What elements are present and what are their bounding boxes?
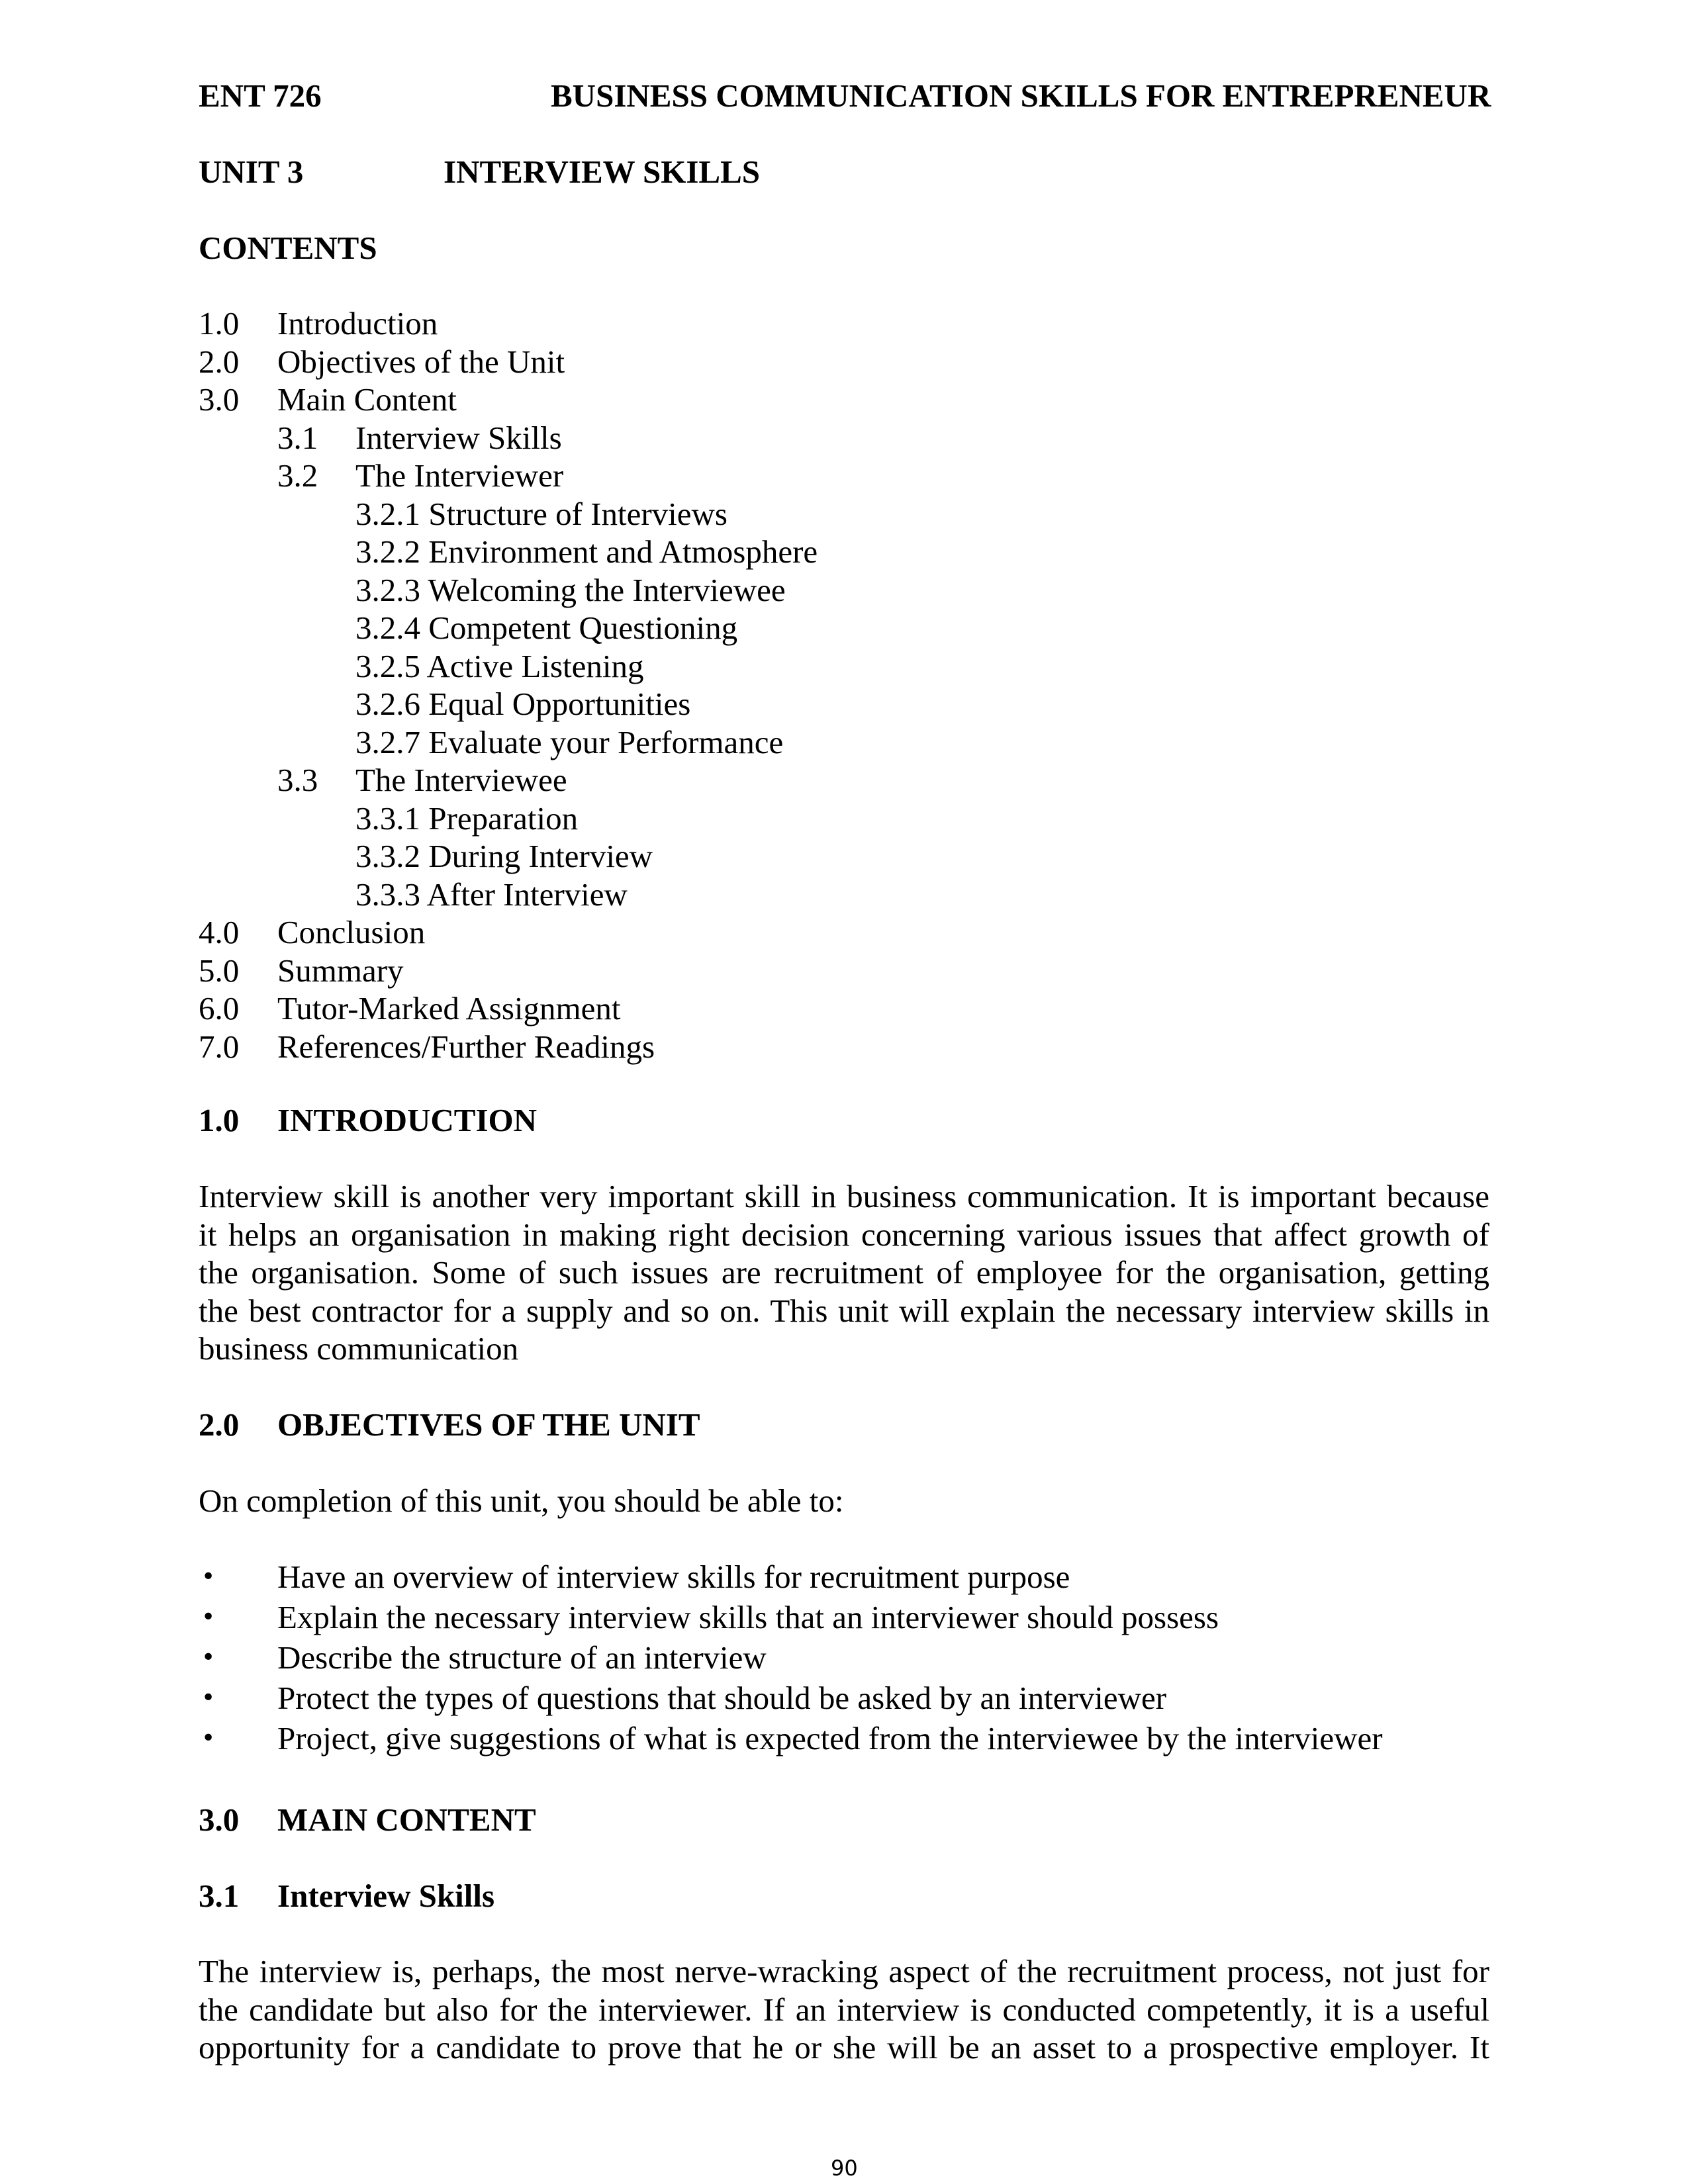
toc-item-number: 3.0 xyxy=(199,381,240,418)
section-title: INTRODUCTION xyxy=(277,1102,538,1138)
toc-item-label: Interview Skills xyxy=(355,419,562,456)
paragraph-line: the organisation. Some of such issues are recruitment of employee for the organisation, getting xyxy=(199,1254,1489,1291)
bullet-icon: • xyxy=(201,1644,216,1671)
toc-item-label: 3.2.4 Competent Questioning xyxy=(355,610,738,646)
toc-item-label: 3.2.7 Evaluate your Performance xyxy=(355,723,784,760)
toc-item xyxy=(199,1028,1489,1066)
toc-item xyxy=(199,571,1489,610)
interview-skills-paragraph xyxy=(199,1952,1489,2067)
paragraph-line: opportunity for a candidate to prove that he or she will be an asset to a prospective employer. It xyxy=(199,2029,1489,2066)
toc-item-label: 3.2.2 Environment and Atmosphere xyxy=(355,533,818,570)
toc-item-number: 6.0 xyxy=(199,990,240,1026)
toc-item-label: Summary xyxy=(277,952,404,989)
course-title: BUSINESS COMMUNICATION SKILLS FOR ENTREPRENEUR xyxy=(551,77,1491,114)
toc-item-label: 3.3.3 After Interview xyxy=(355,876,628,913)
subsection-number: 3.1 xyxy=(199,1878,240,1914)
page-number: 90 xyxy=(831,2156,858,2181)
toc-item-label: 3.2.6 Equal Opportunities xyxy=(355,686,691,722)
bullet-icon: • xyxy=(201,1684,216,1711)
list-item-text: Have an overview of interview skills for recruitment purpose xyxy=(277,1559,1070,1595)
toc-item xyxy=(199,304,1489,343)
toc-item xyxy=(199,381,1489,419)
toc-item-number: 3.3 xyxy=(277,762,318,798)
toc-item-label: Conclusion xyxy=(277,914,426,950)
toc-item-label: Introduction xyxy=(277,305,438,341)
section-number: 3.0 xyxy=(199,1801,240,1838)
table-of-contents xyxy=(199,304,1489,1066)
section-number: 2.0 xyxy=(199,1406,240,1443)
paragraph-line: Interview skill is another very important skill in business communication. It is important because xyxy=(199,1178,1489,1214)
toc-item-label: Objectives of the Unit xyxy=(277,343,565,380)
toc-item-label: The Interviewee xyxy=(355,762,567,798)
section-number: 1.0 xyxy=(199,1102,240,1138)
contents-heading: CONTENTS xyxy=(199,230,377,266)
paragraph-line: business communication xyxy=(199,1330,519,1367)
section-title: MAIN CONTENT xyxy=(277,1801,536,1838)
bullet-icon: • xyxy=(201,1563,216,1590)
objectives-lead: On completion of this unit, you should be able to: xyxy=(199,1482,844,1519)
toc-item-label: 3.2.5 Active Listening xyxy=(355,647,644,684)
bullet-icon: • xyxy=(201,1725,216,1752)
list-item-text: Describe the structure of an interview xyxy=(277,1639,767,1676)
toc-item xyxy=(199,799,1489,838)
introduction-paragraph xyxy=(199,1177,1489,1368)
subsection-title: Interview Skills xyxy=(277,1878,495,1914)
list-item xyxy=(199,1678,1489,1718)
toc-item xyxy=(199,495,1489,533)
list-item-text: Project, give suggestions of what is expected from the interviewee by the interviewer xyxy=(277,1720,1383,1756)
section-title: OBJECTIVES OF THE UNIT xyxy=(277,1406,700,1443)
paragraph-line: the best contractor for a supply and so on. This unit will explain the necessary interview skills in xyxy=(199,1292,1489,1329)
toc-item xyxy=(199,723,1489,762)
list-item xyxy=(199,1637,1489,1678)
toc-item-label: 3.3.2 During Interview xyxy=(355,838,653,874)
paragraph-line: it helps an organisation in making right decision concerning various issues that affect growth of xyxy=(199,1216,1489,1253)
toc-item-number: 3.2 xyxy=(277,457,318,494)
unit-title: INTERVIEW SKILLS xyxy=(444,154,761,190)
toc-item-label: Tutor-Marked Assignment xyxy=(277,990,621,1026)
unit-number: UNIT 3 xyxy=(199,154,304,190)
toc-item-number: 7.0 xyxy=(199,1028,240,1065)
list-item xyxy=(199,1557,1489,1597)
toc-item xyxy=(199,419,1489,457)
toc-item xyxy=(199,457,1489,495)
toc-item xyxy=(199,837,1489,876)
toc-item xyxy=(199,989,1489,1028)
toc-item-number: 5.0 xyxy=(199,952,240,989)
course-code: ENT 726 xyxy=(199,77,322,114)
toc-item-label: 3.3.1 Preparation xyxy=(355,799,579,837)
toc-item-number: 3.1 xyxy=(277,419,318,456)
list-item xyxy=(199,1718,1489,1758)
paragraph-line: The interview is, perhaps, the most nerve-wracking aspect of the recruitment process, not just for xyxy=(199,1953,1489,1989)
toc-item-label: The Interviewer xyxy=(355,457,564,494)
list-item xyxy=(199,1597,1489,1637)
toc-item xyxy=(199,647,1489,686)
toc-item-label: 3.2.3 Welcoming the Interviewee xyxy=(355,571,786,608)
toc-item-number: 2.0 xyxy=(199,343,240,380)
paragraph-line: the candidate but also for the interviewer. If an interview is conducted competently, it is a useful xyxy=(199,1991,1489,2028)
toc-item xyxy=(199,685,1489,723)
bullet-icon: • xyxy=(201,1604,216,1631)
toc-item-label: 3.2.1 Structure of Interviews xyxy=(355,495,727,532)
toc-item xyxy=(199,952,1489,990)
objectives-list xyxy=(199,1557,1489,1758)
toc-item xyxy=(199,609,1489,647)
toc-item-number: 4.0 xyxy=(199,914,240,950)
list-item-text: Protect the types of questions that should be asked by an interviewer xyxy=(277,1680,1167,1716)
toc-item-number: 1.0 xyxy=(199,305,240,341)
list-item-text: Explain the necessary interview skills that an interviewer should possess xyxy=(277,1599,1219,1635)
document-page xyxy=(199,0,1489,2184)
toc-item xyxy=(199,533,1489,571)
toc-item xyxy=(199,761,1489,799)
toc-item-label: Main Content xyxy=(277,381,457,418)
toc-item xyxy=(199,876,1489,914)
toc-item xyxy=(199,913,1489,952)
toc-item-label: References/Further Readings xyxy=(277,1028,655,1065)
toc-item xyxy=(199,343,1489,381)
